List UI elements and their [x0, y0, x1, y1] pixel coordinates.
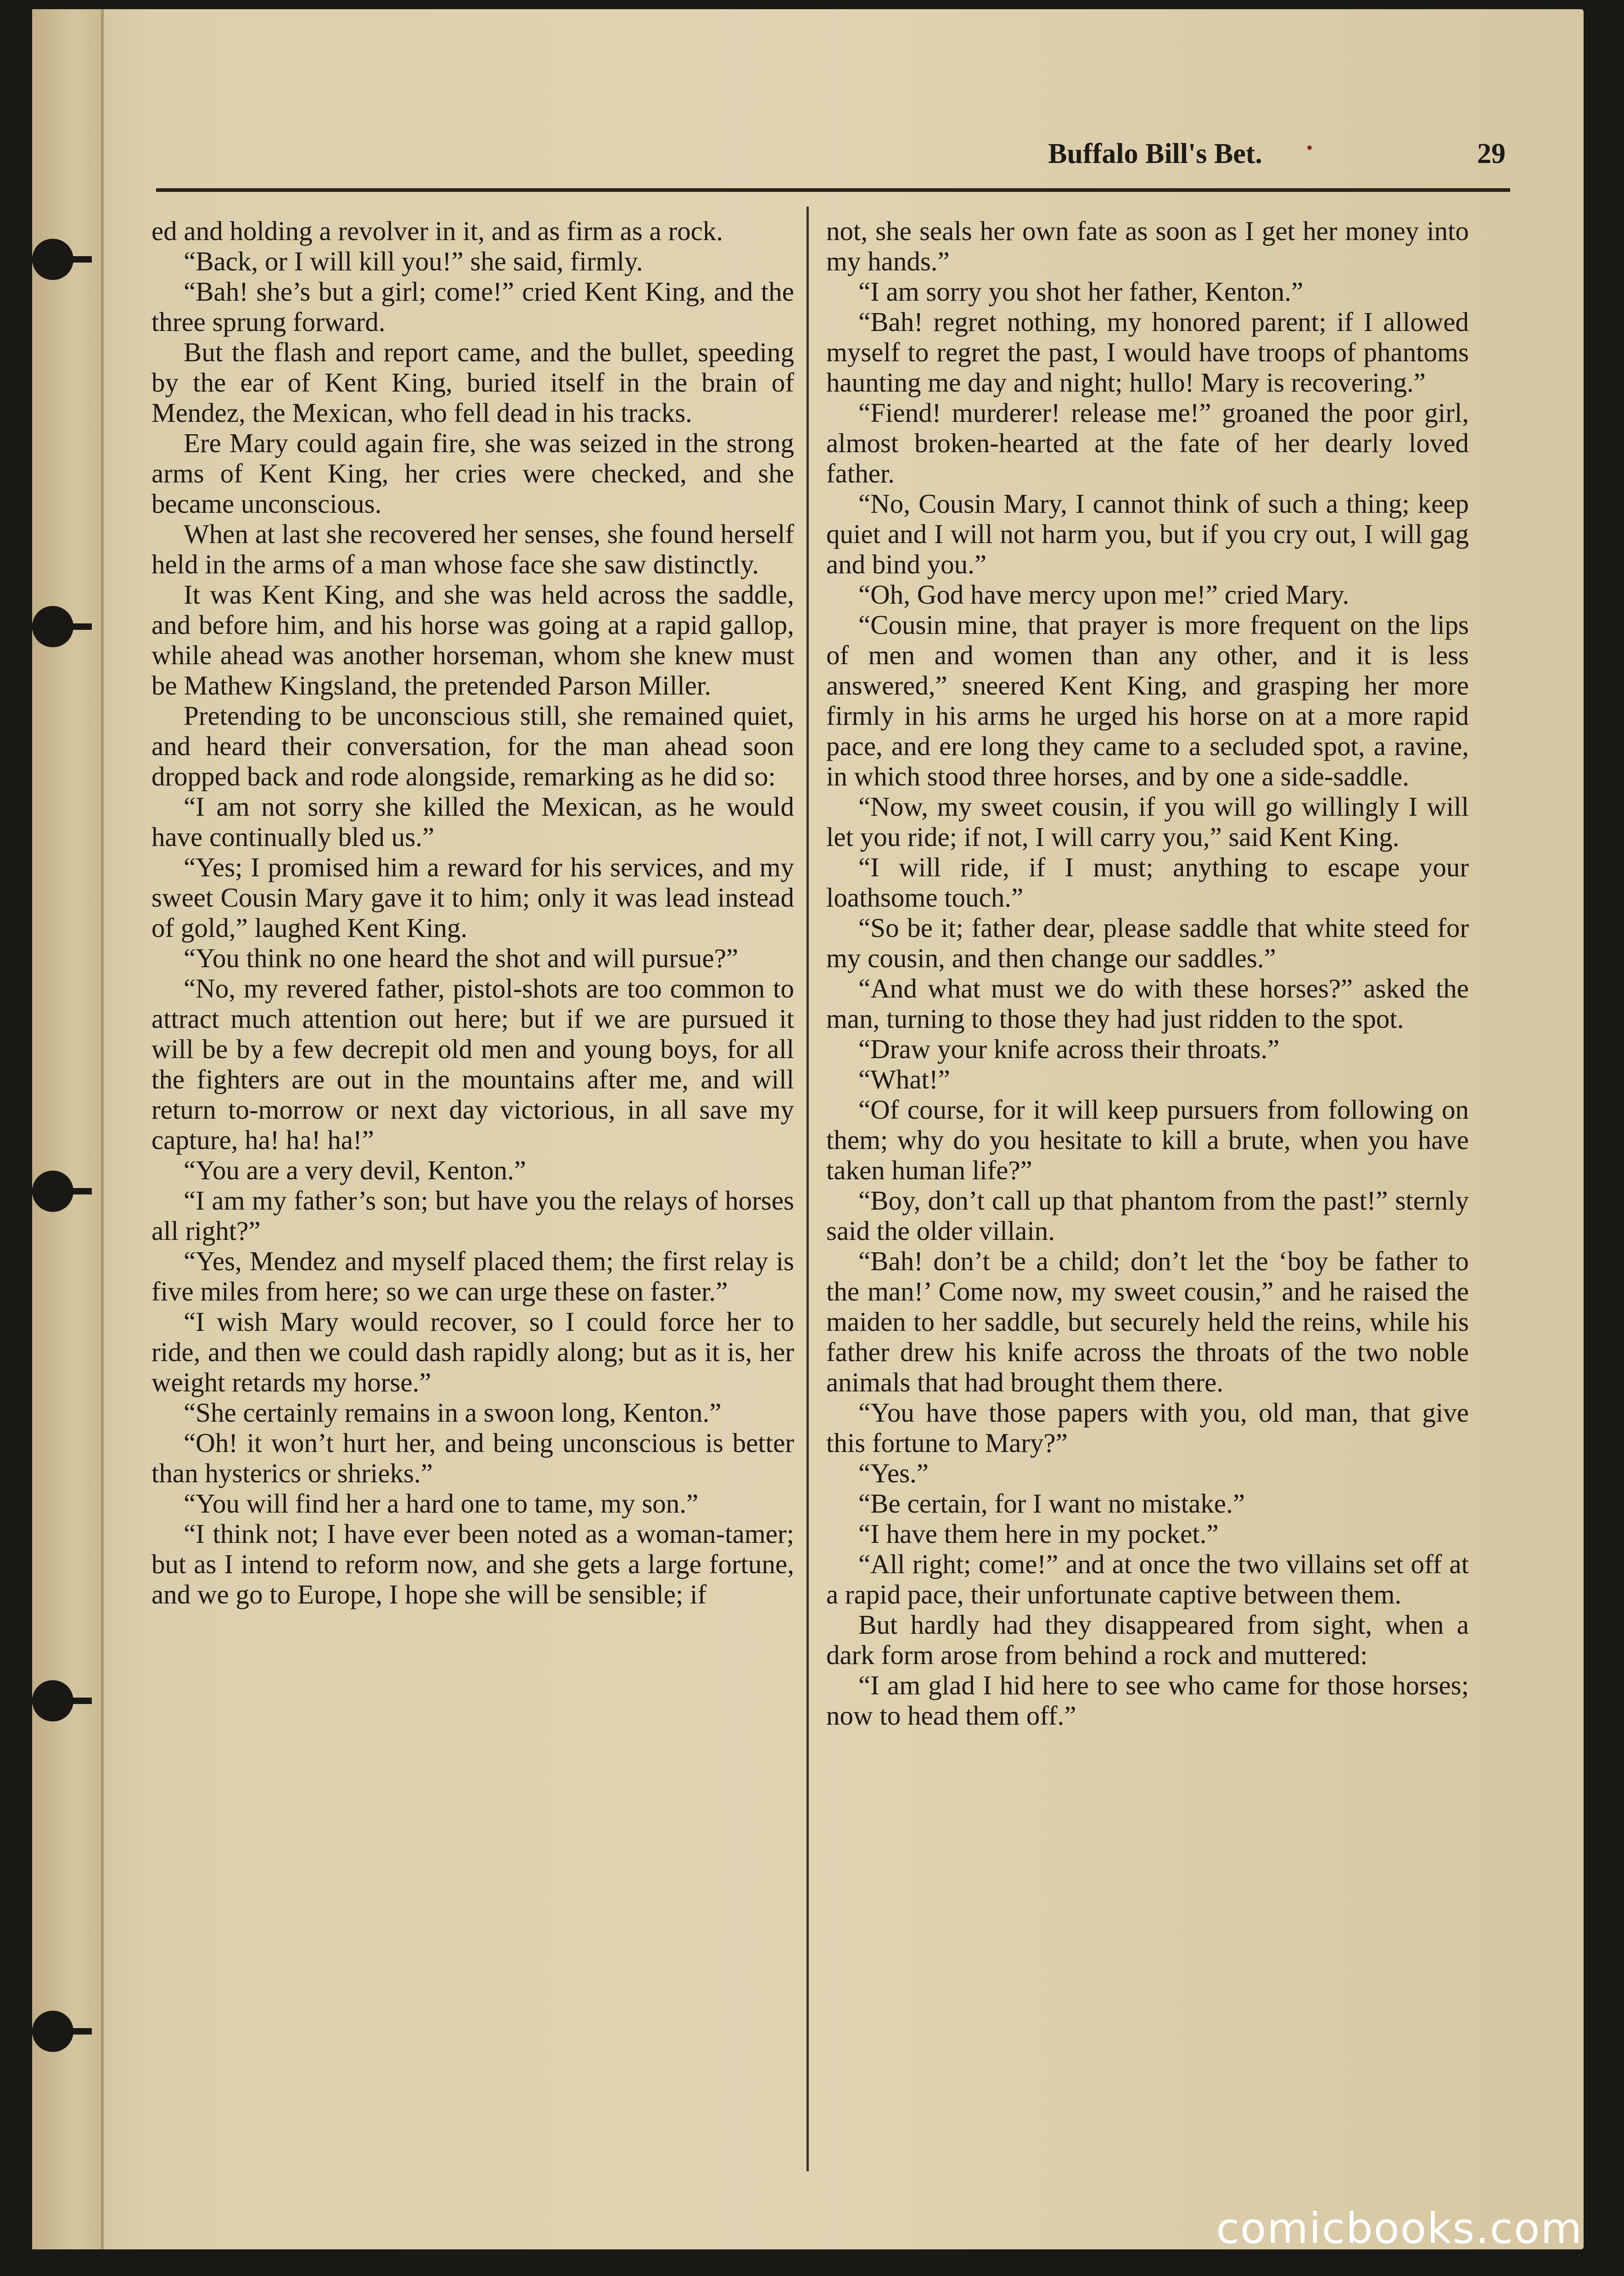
paragraph: “Fiend! murderer! release me!” groaned the poor girl, almost broken-hearted at the fate of her dearly loved father. [826, 398, 1469, 488]
paragraph: “No, Cousin Mary, I cannot think of such a thing; keep quiet and I will not harm you, but if you cry out, I will gag and bind you.” [826, 488, 1469, 579]
paragraph: “She certainly remains in a swoon long, Kenton.” [184, 1397, 722, 1428]
paragraph: “No, my revered father, pistol-shots are too common to attract much attention out here; but if we are pursued it will be by a few decrepit old men and young boys, for all the fighters are out in the mountains after me, and will return to-morrow or next day victorious, in all save my capture, ha! ha! ha!” [151, 973, 794, 1155]
paragraph: “And what must we do with these horses?” asked the man, turning to those they had just ridden to the spot. [826, 973, 1469, 1034]
paragraph: “Oh! it won’t hurt her, and being unconscious is better than hysterics or shrieks.” [151, 1428, 794, 1488]
paragraph: “I wish Mary would recover, so I could force her to ride, and then we could dash rapidly along; but as it is, her weight retards my horse.” [151, 1306, 794, 1397]
paragraph: “Cousin mine, that prayer is more frequent on the lips of men and women than any other, and it is less answered,” sneered Kent King, and grasping her more firmly in his arms he urged his horse on at a more rapid pace, and ere long they came to a secluded spot, a ravine, in which stood three horses, and by one a side-saddle. [826, 610, 1469, 791]
paragraph: “What!” [858, 1064, 950, 1094]
paragraph: “Oh, God have mercy upon me!” cried Mary. [858, 579, 1350, 610]
paragraph: It was Kent King, and she was held across the saddle, and before him, and his horse was going at a rapid gallop, while ahead was another horseman, whom she knew must be Mathew Kingsland, the pretended Parson Miller. [151, 579, 794, 701]
binding-hole [32, 239, 73, 280]
paragraph: “You think no one heard the shot and will pursue?” [184, 943, 739, 973]
paragraph: “I will ride, if I must; anything to escape your loathsome touch.” [826, 852, 1469, 913]
running-title: Buffalo Bill's Bet. [1048, 138, 1262, 169]
paragraph: “So be it; father dear, please saddle that white steed for my cousin, and then change our saddles.” [826, 913, 1469, 973]
page-spine [32, 9, 104, 2249]
paragraph: ed and holding a revolver in it, and as firm as a rock. [151, 216, 723, 246]
paragraph: “You have those papers with you, old man, that give this fortune to Mary?” [826, 1397, 1469, 1458]
paragraph: Ere Mary could again fire, she was seized in the strong arms of Kent King, her cries were checked, and she became unconscious. [151, 428, 794, 519]
paragraph: “All right; come!” and at once the two villains set off at a rapid pace, their unfortunate captive between them. [826, 1549, 1469, 1609]
left-column [151, 216, 794, 2167]
binding-hole [32, 2011, 73, 2052]
running-header [184, 129, 1506, 184]
binding-hole [32, 1171, 73, 1212]
paragraph: “Yes; I promised him a reward for his services, and my sweet Cousin Mary gave it to him; only it was lead instead of gold,” laughed Kent King. [151, 852, 794, 943]
paragraph: “I have them here in my pocket.” [858, 1519, 1219, 1549]
paragraph: When at last she recovered her senses, she found herself held in the arms of a man whose face she saw distinctly. [151, 519, 794, 579]
paragraph: “Now, my sweet cousin, if you will go willingly I will let you ride; if not, I will carry you,” said Kent King. [826, 791, 1469, 852]
page-number: 29 [1477, 138, 1506, 169]
paragraph: “Yes, Mendez and myself placed them; the first relay is five miles from here; so we can urge these on faster.” [151, 1246, 794, 1306]
paragraph: “Draw your knife across their throats.” [858, 1034, 1280, 1064]
paragraph: “Of course, for it will keep pursuers from following on them; why do you hesitate to kill a brute, when you have taken human life?” [826, 1094, 1469, 1185]
binding-hole [32, 606, 73, 647]
paragraph: “Boy, don’t call up that phantom from the past!” sternly said the older villain. [826, 1185, 1469, 1246]
paragraph: “I am sorry you shot her father, Kenton.” [858, 276, 1304, 307]
paragraph: “You are a very devil, Kenton.” [184, 1155, 526, 1185]
paragraph: “Yes.” [858, 1458, 929, 1488]
paragraph: “Bah! don’t be a child; don’t let the ‘boy be father to the man!’ Come now, my sweet cousin,” and he raised the maiden to her saddle, but securely held the reins, while his father drew his knife across the throats of the two noble animals that had brought them there. [826, 1246, 1469, 1397]
header-rule [156, 188, 1510, 192]
ink-dot: • [1306, 137, 1313, 158]
paragraph: But the flash and report came, and the bullet, speeding by the ear of Kent King, buried itself in the brain of Mendez, the Mexican, who fell dead in his tracks. [151, 337, 794, 428]
paragraph: “I am my father’s son; but have you the relays of horses all right?” [151, 1185, 794, 1246]
paragraph: “Bah! regret nothing, my honored parent; if I allowed myself to regret the past, I would have troops of phantoms haunting me day and night; hullo! Mary is recovering.” [826, 307, 1469, 398]
paragraph: “Bah! she’s but a girl; come!” cried Kent King, and the three sprung forward. [151, 276, 794, 337]
paragraph: “I am not sorry she killed the Mexican, as he would have continually bled us.” [151, 791, 794, 852]
paragraph: not, she seals her own fate as soon as I get her money into my hands.” [826, 216, 1469, 276]
right-column [826, 216, 1469, 2167]
paragraph: But hardly had they disappeared from sight, when a dark form arose from behind a rock and muttered: [826, 1609, 1469, 1670]
paragraph: “Back, or I will kill you!” she said, firmly. [184, 246, 643, 276]
paragraph: Pretending to be unconscious still, she remained quiet, and heard their conversation, for the man ahead soon dropped back and rode alongside, remarking as he did so: [151, 701, 794, 791]
binding-hole [32, 1680, 73, 1721]
column-divider [806, 207, 809, 2171]
watermark: comicbooks.com [1216, 2204, 1583, 2253]
paragraph: “Be certain, for I want no mistake.” [858, 1488, 1245, 1519]
paragraph: “You will find her a hard one to tame, my son.” [184, 1488, 699, 1519]
paragraph: “I think not; I have ever been noted as a woman-tamer; but as I intend to reform now, and she gets a large fortune, and we go to Europe, I hope she will be sensible; if [151, 1519, 794, 1609]
paragraph: “I am glad I hid here to see who came for those horses; now to head them off.” [826, 1670, 1469, 1731]
